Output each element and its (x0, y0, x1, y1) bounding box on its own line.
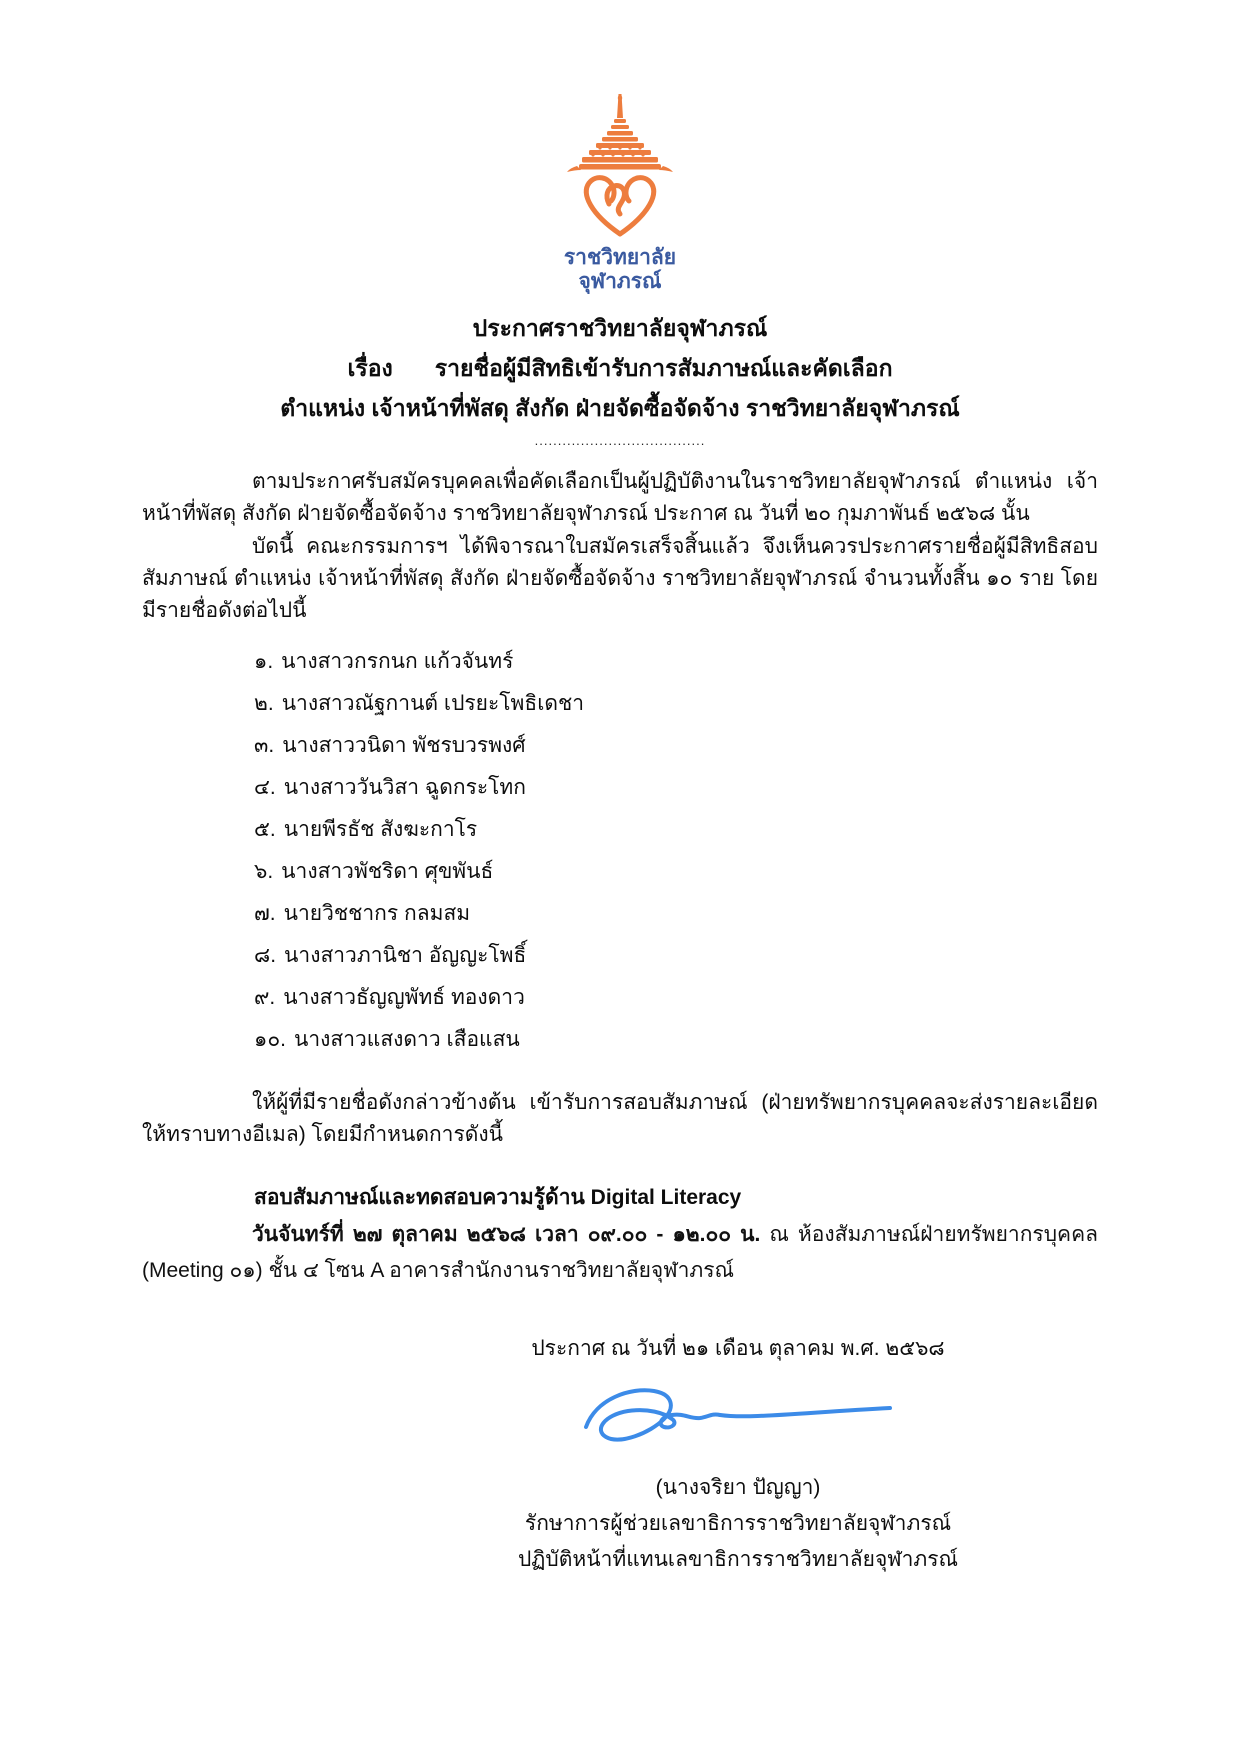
announcement-title: ประกาศราชวิทยาลัยจุฬาภรณ์ (472, 315, 768, 341)
logo-block (0, 0, 1240, 294)
candidate-name: นางสาวภานิชา อัญญะโพธิ์ (284, 944, 527, 967)
candidate-list-item (254, 683, 1098, 725)
paragraph-3: ให้ผู้ที่มีรายชื่อดังกล่าวข้างต้น เข้ารับการสอบสัมภาษณ์ (ฝ่ายทรัพยากรบุคคลจะส่งรายละเอียดให้ทราบทางอีเมล) โดยมีกำหนดการดังนี้ (142, 1091, 1098, 1146)
candidate-number: ๒. (254, 692, 274, 715)
schedule-section (142, 1179, 1098, 1289)
candidate-list-item (254, 851, 1098, 893)
logo-org-line2: จุฬาภรณ์ (578, 270, 662, 293)
candidate-list-item (254, 1019, 1098, 1061)
dotted-divider: ..................................... (534, 433, 706, 448)
signer-title-2: ปฏิบัติหน้าที่แทนเลขาธิการราชวิทยาลัยจุฬาภรณ์ (517, 1548, 959, 1571)
candidate-list-item (254, 935, 1098, 977)
candidate-name: นายพีรธัช สังฆะกาโร (283, 818, 478, 841)
schedule-location: ณ ห้องสัมภาษณ์ฝ่ายทรัพยากรบุคคล (Meeting ๐๑) ชั้น ๔ โซน A อาคารสำนักงานราชวิทยาลัยจุฬาภรณ์ (142, 1223, 1098, 1282)
candidate-list-item (254, 641, 1098, 683)
candidate-number: ๙. (254, 986, 276, 1009)
royal-emblem-icon (525, 92, 715, 242)
candidate-name: นางสาววนิดา พัชรบวรพงศ์ (282, 734, 526, 757)
signer-title-1: รักษาการผู้ช่วยเลขาธิการราชวิทยาลัยจุฬาภรณ์ (524, 1512, 952, 1535)
candidate-name: นางสาวธัญญพัทธ์ ทองดาว (283, 986, 525, 1009)
candidate-list-item (254, 725, 1098, 767)
candidate-list-item (254, 977, 1098, 1019)
candidate-name: นางสาวกรกนก แก้วจันทร์ (281, 650, 514, 673)
candidate-name: นางสาวแสงดาว เสือแสน (293, 1028, 520, 1051)
position-line: ตำแหน่ง เจ้าหน้าที่พัสดุ สังกัด ฝ่ายจัดซื้อจัดจ้าง ราชวิทยาลัยจุฬาภรณ์ (280, 395, 960, 421)
paragraph-1: ตามประกาศรับสมัครบุคคลเพื่อคัดเลือกเป็นผู้ปฏิบัติงานในราชวิทยาลัยจุฬาภรณ์ ตำแหน่ง เจ้าหน้าที่พัสดุ สังกัด ฝ่ายจัดซื้อจัดจ้าง ราชวิทยาลัยจุฬาภรณ์ ประกาศ ณ วันที่ ๒๐ กุมภาพันธ์ ๒๕๖๘ นั้น (142, 470, 1098, 525)
paragraph-2: บัดนี้ คณะกรรมการฯ ได้พิจารณาใบสมัครเสร็จสิ้นแล้ว จึงเห็นควรประกาศรายชื่อผู้มีสิทธิสอบสัมภาษณ์ ตำแหน่ง เจ้าหน้าที่พัสดุ สังกัด ฝ่ายจัดซื้อจัดจ้าง ราชวิทยาลัยจุฬาภรณ์ จำนวนทั้งสิ้น ๑๐ ราย โดยมีรายชื่อดังต่อไปนี้ (142, 535, 1098, 622)
logo-org-line1: ราชวิทยาลัย (563, 246, 677, 269)
candidate-list (254, 641, 1098, 1061)
document-body (0, 466, 1240, 1289)
candidate-list-item (254, 809, 1098, 851)
signer-name: (นางจริยา ปัญญา) (655, 1476, 821, 1499)
candidate-list-item (254, 893, 1098, 935)
signature-block (478, 1333, 998, 1578)
schedule-datetime: วันจันทร์ที่ ๒๗ ตุลาคม ๒๕๖๘ เวลา ๐๙.๐๐ - ๑๒.๐๐ น. (252, 1223, 761, 1246)
candidate-number: ๗. (254, 902, 276, 925)
candidate-name: นางสาวณัฐกานต์ เปรยะโพธิเดชา (281, 692, 585, 715)
candidate-number: ๑. (254, 650, 274, 673)
candidate-name: นายวิชชากร กลมสม (283, 902, 471, 925)
candidate-list-item (254, 767, 1098, 809)
signature-scribble-icon (568, 1375, 908, 1463)
logo-text (0, 246, 1240, 294)
subject-label: เรื่อง (347, 355, 393, 381)
candidate-number: ๘. (254, 944, 277, 967)
announce-date: ประกาศ ณ วันที่ ๒๑ เดือน ตุลาคม พ.ศ. ๒๕๖๘ (531, 1337, 945, 1360)
schedule-title: สอบสัมภาษณ์และทดสอบความรู้ด้าน Digital Literacy (254, 1186, 742, 1209)
subject-line (0, 348, 1240, 388)
candidate-name: นางสาวพัชริดา ศุขพันธ์ (281, 860, 494, 883)
candidate-number: ๓. (254, 734, 275, 757)
subject-text: รายชื่อผู้มีสิทธิเข้ารับการสัมภาษณ์และคัดเลือก (434, 355, 893, 381)
candidate-number: ๕. (254, 818, 276, 841)
candidate-name: นางสาววันวิสา ฉูดกระโทก (283, 776, 526, 799)
document-titles (0, 308, 1240, 452)
candidate-number: ๑๐. (254, 1028, 286, 1051)
schedule-details (142, 1217, 1098, 1289)
candidate-number: ๖. (254, 860, 274, 883)
candidate-number: ๔. (254, 776, 276, 799)
